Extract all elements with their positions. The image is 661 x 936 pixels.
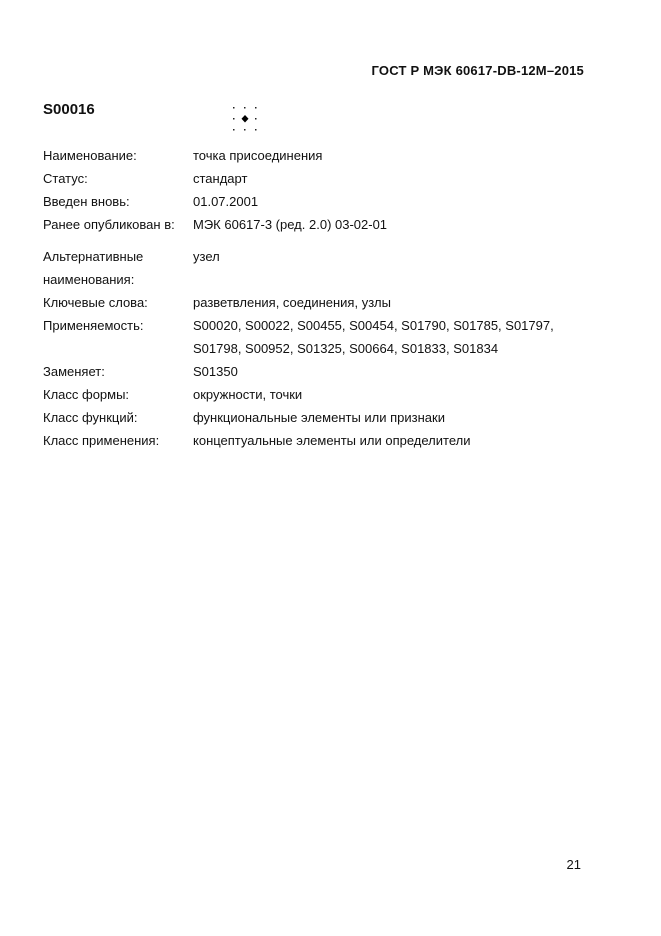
field-replaces: [43, 360, 603, 383]
field-alt-names: [43, 245, 603, 291]
field-value: разветвления, соединения, узлы: [193, 295, 391, 310]
field-value: точка присоединения: [193, 148, 323, 163]
field-keywords: [43, 291, 603, 314]
field-label: Заменяет:: [43, 364, 105, 379]
symbol-id: S00016: [43, 101, 95, 118]
field-value: функциональные элементы или признаки: [193, 410, 445, 425]
field-value: МЭК 60617-3 (ред. 2.0) 03-02-01: [193, 217, 388, 232]
field-value: 01.07.2001: [193, 194, 259, 209]
field-value: S00020, S00022, S00455, S00454, S01790, S01785, S01797, S01798, S00952, S01325, S00664, S01833, S01834: [193, 318, 554, 356]
field-value: окружности, точки: [193, 387, 303, 402]
field-shape-class: [43, 383, 603, 406]
field-applicability: [43, 314, 603, 360]
field-label: Введен вновь:: [43, 194, 130, 209]
field-value: S01350: [193, 364, 238, 379]
field-status: [43, 167, 603, 190]
field-label-line: Альтернативные: [43, 249, 144, 264]
field-label: Класс формы:: [43, 387, 130, 402]
page-number: 21: [566, 857, 581, 872]
field-introduced: [43, 190, 603, 213]
field-label: Класс функций:: [43, 410, 138, 425]
field-label: Статус:: [43, 171, 88, 186]
field-label: Ключевые слова:: [43, 295, 148, 310]
field-value: узел: [193, 249, 220, 264]
symbol-fields: [43, 144, 603, 452]
field-value: стандарт: [193, 171, 248, 186]
junction-point-icon: [229, 104, 261, 134]
field-value: концептуальные элементы или определители: [193, 433, 471, 448]
field-label-line: наименования:: [43, 272, 135, 287]
field-label: [43, 245, 193, 291]
field-label: Наименование:: [43, 148, 137, 163]
field-published: [43, 213, 603, 236]
field-name: [43, 144, 603, 167]
field-label: Ранее опубликован в:: [43, 217, 175, 232]
field-label: Применяемость:: [43, 318, 144, 333]
field-function-class: [43, 406, 603, 429]
field-application-class: [43, 429, 603, 452]
field-label: Класс применения:: [43, 433, 160, 448]
document-header: ГОСТ Р МЭК 60617-DB-12M–2015: [371, 63, 584, 78]
